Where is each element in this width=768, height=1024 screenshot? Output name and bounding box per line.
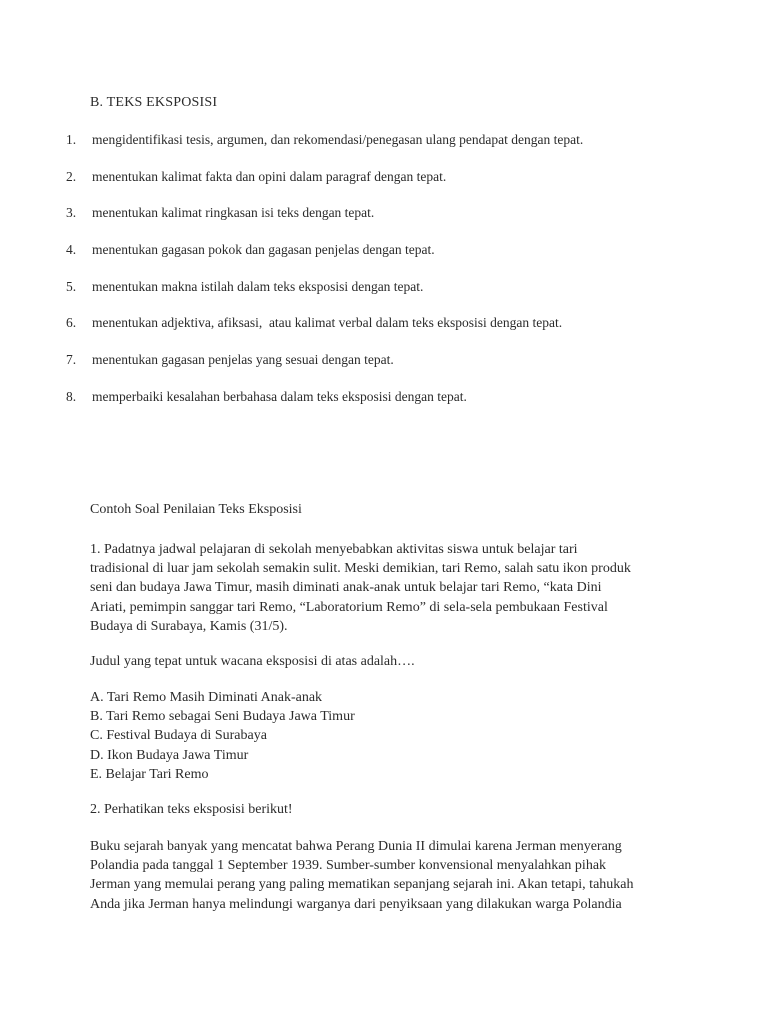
list-item-number: 1. xyxy=(66,132,77,147)
answer-option: D. Ikon Budaya Jawa Timur xyxy=(90,747,249,763)
list-item xyxy=(0,388,768,425)
question-text: 2. Perhatikan teks eksposisi berikut! xyxy=(90,802,293,817)
passage-line: Budaya di Surabaya, Kamis (31/5). xyxy=(90,618,288,634)
passage-line: Buku sejarah banyak yang mencatat bahwa Perang Dunia II dimulai karena Jerman menyerang xyxy=(90,839,622,854)
list-item-text: menentukan adjektiva, afiksasi, atau kalimat verbal dalam teks eksposisi dengan tepat. xyxy=(92,315,563,331)
objectives-list xyxy=(0,131,768,425)
list-item-number: 4. xyxy=(66,242,77,258)
list-item xyxy=(0,131,768,168)
list-item-number: 7. xyxy=(66,352,77,368)
list-item-text: menentukan gagasan pokok dan gagasan penjelas dengan tepat. xyxy=(92,242,435,258)
passage-line: Anda jika Jerman hanya melindungi warganya dari penyiksaan yang dilakukan warga Polandia xyxy=(90,896,622,912)
question-1-passage xyxy=(90,540,680,636)
answer-option: C. Festival Budaya di Surabaya xyxy=(90,728,267,744)
list-item-text: memperbaiki kesalahan berbahasa dalam teks eksposisi dengan tepat. xyxy=(92,388,467,404)
list-item xyxy=(0,204,768,241)
passage-line: tradisional di luar jam sekolah semakin sulit. Meski demikian, tari Remo, salah satu ikon produk xyxy=(90,561,631,577)
passage-line: 1. Padatnya jadwal pelajaran di sekolah menyebabkan aktivitas siswa untuk belajar tari xyxy=(90,542,578,557)
list-item-text: menentukan kalimat ringkasan isi teks dengan tepat. xyxy=(92,205,375,221)
section-title: B. TEKS EKSPOSISI xyxy=(90,95,218,110)
list-item xyxy=(0,351,768,388)
passage-line: seni dan budaya Jawa Timur, masih diminati anak-anak untuk belajar tari Remo, “kata Dini xyxy=(90,580,602,596)
list-item-text: menentukan gagasan penjelas yang sesuai dengan tepat. xyxy=(92,352,394,368)
answer-option: A. Tari Remo Masih Diminati Anak-anak xyxy=(90,690,323,705)
passage-line: Polandia pada tanggal 1 September 1939. Sumber-sumber konvensional menyalahkan pihak xyxy=(90,858,607,874)
list-item-number: 8. xyxy=(66,388,77,404)
list-item xyxy=(0,314,768,351)
list-item-text: mengidentifikasi tesis, argumen, dan rekomendasi/penegasan ulang pendapat dengan tepat. xyxy=(92,132,584,147)
list-item-text: menentukan kalimat fakta dan opini dalam paragraf dengan tepat. xyxy=(92,168,447,184)
list-item xyxy=(0,241,768,278)
list-item-number: 6. xyxy=(66,315,77,331)
list-item-text: menentukan makna istilah dalam teks eksposisi dengan tepat. xyxy=(92,278,424,294)
passage-line: Jerman yang memulai perang yang paling mematikan sepanjang sejarah ini. Akan tetapi, tahukah xyxy=(90,877,634,893)
question-1-prompt xyxy=(90,652,680,671)
question-text: Judul yang tepat untuk wacana eksposisi di atas adalah…. xyxy=(90,654,415,669)
question-2-passage xyxy=(90,837,680,914)
list-item-number: 3. xyxy=(66,205,77,221)
list-item xyxy=(0,278,768,315)
question-1-options xyxy=(90,688,680,784)
passage-line: Ariati, pemimpin sanggar tari Remo, “Laboratorium Remo” di sela-sela pembukaan Festival xyxy=(90,599,608,615)
answer-option: E. Belajar Tari Remo xyxy=(90,766,209,782)
answer-option: B. Tari Remo sebagai Seni Budaya Jawa Timur xyxy=(90,709,355,725)
list-item xyxy=(0,168,768,205)
question-2-intro xyxy=(90,800,680,819)
list-item-number: 5. xyxy=(66,278,77,294)
example-title: Contoh Soal Penilaian Teks Eksposisi xyxy=(90,502,302,517)
list-item-number: 2. xyxy=(66,168,77,184)
